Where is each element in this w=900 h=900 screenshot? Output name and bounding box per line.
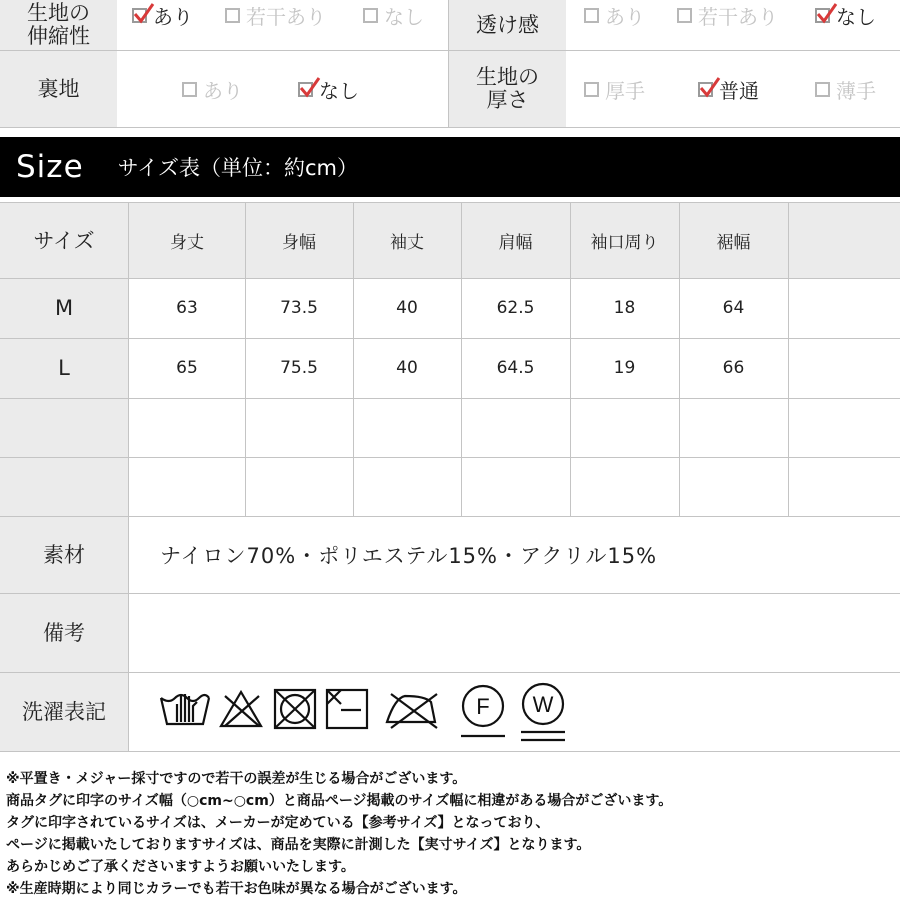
option-sheer-slight bbox=[677, 0, 778, 30]
hand-wash-icon bbox=[161, 694, 209, 724]
option-thickness-thick bbox=[584, 74, 645, 104]
dry-clean-f-icon bbox=[461, 686, 505, 736]
column-header bbox=[788, 202, 900, 278]
checkbox-icon bbox=[182, 82, 197, 97]
table-cell: 65 bbox=[176, 358, 198, 378]
checkbox-icon bbox=[363, 8, 378, 23]
grid-line bbox=[0, 398, 900, 399]
checkbox-checked-icon bbox=[298, 82, 313, 97]
grid-line bbox=[245, 202, 246, 516]
remarks-label: 備考 bbox=[0, 594, 128, 672]
grid-line bbox=[679, 202, 680, 516]
checkbox-checked-icon bbox=[132, 8, 147, 23]
column-header: 肩幅 bbox=[498, 232, 533, 253]
column-header: 袖丈 bbox=[390, 232, 424, 253]
grid-line bbox=[0, 338, 900, 339]
table-cell: 19 bbox=[613, 358, 636, 378]
grid-line bbox=[0, 672, 900, 673]
option-lining-none bbox=[298, 74, 359, 104]
grid-line bbox=[0, 127, 900, 128]
option-label: 普通 bbox=[719, 78, 759, 103]
checkbox-checked-icon bbox=[815, 8, 830, 23]
option-thickness-thin bbox=[815, 74, 876, 104]
size-subtitle: サイズ表（単位：約cm） bbox=[117, 156, 358, 180]
table-corner-label: サイズ bbox=[33, 229, 95, 253]
size-section-header bbox=[0, 137, 900, 197]
grid-line bbox=[0, 457, 900, 458]
no-tumble-dry-icon bbox=[275, 690, 315, 728]
option-label: あり bbox=[153, 4, 193, 29]
size-title: Size bbox=[16, 149, 84, 185]
checkbox-icon bbox=[815, 82, 830, 97]
option-stretch-none bbox=[363, 0, 424, 30]
option-label: 厚手 bbox=[605, 78, 645, 103]
row-size-label: L bbox=[58, 356, 70, 380]
option-thickness-normal bbox=[698, 74, 759, 104]
stretch-label: 生地の 伸縮性 bbox=[0, 0, 117, 50]
option-stretch-slight bbox=[225, 0, 326, 30]
table-cell: 63 bbox=[176, 298, 198, 318]
table-cell: 64 bbox=[722, 298, 745, 318]
column-header: 身幅 bbox=[282, 232, 316, 253]
note-line: ※平置き・メジャー採寸ですので若干の誤差が生じる場合がございます。 bbox=[6, 771, 467, 787]
table-cell: 64.5 bbox=[496, 358, 535, 378]
option-label: 若干あり bbox=[698, 4, 778, 29]
no-iron-icon bbox=[387, 694, 437, 728]
column-header: 袖口周り bbox=[590, 232, 659, 253]
note-line: あらかじめご了承くださいますようお願いいたします。 bbox=[6, 859, 355, 875]
table-cell: 73.5 bbox=[280, 298, 318, 318]
table-cell: 75.5 bbox=[280, 358, 318, 378]
grid-line bbox=[0, 593, 900, 594]
material-value: ナイロン70%・ポリエステル15%・アクリル15% bbox=[160, 544, 658, 568]
grid-line bbox=[128, 202, 129, 516]
note-line: ※生産時期により同じカラーでも若干お色味が異なる場合がございます。 bbox=[6, 881, 467, 897]
lining-label: 裏地 bbox=[0, 51, 117, 127]
row-size-label: M bbox=[54, 296, 74, 320]
table-cell bbox=[788, 278, 900, 338]
material-label: 素材 bbox=[0, 517, 128, 593]
option-label: なし bbox=[836, 4, 876, 29]
note-line: ページに掲載いたしておりますサイズは、商品を実際に計測した【実寸サイズ】となります。 bbox=[6, 837, 591, 853]
no-bleach-icon bbox=[221, 692, 261, 726]
table-cell bbox=[788, 338, 900, 398]
checkbox-checked-icon bbox=[698, 82, 713, 97]
grid-line bbox=[0, 516, 900, 517]
grid-line bbox=[788, 202, 789, 516]
option-sheer-yes bbox=[584, 0, 645, 30]
grid-line bbox=[0, 202, 900, 203]
checkbox-icon bbox=[677, 8, 692, 23]
grid-line bbox=[448, 0, 449, 127]
checkbox-icon bbox=[584, 8, 599, 23]
sheerness-label: 透け感 bbox=[449, 0, 566, 50]
table-cell: 18 bbox=[613, 298, 636, 318]
grid-line bbox=[461, 202, 462, 516]
svg-text:W: W bbox=[532, 692, 554, 717]
option-stretch-yes bbox=[132, 0, 193, 30]
table-cell: 66 bbox=[722, 358, 745, 378]
grid-line bbox=[0, 751, 900, 752]
grid-line bbox=[0, 278, 900, 279]
care-icons bbox=[155, 680, 575, 744]
option-label: あり bbox=[203, 78, 243, 103]
grid-line bbox=[353, 202, 354, 516]
grid-line bbox=[570, 202, 571, 516]
table-cell: 40 bbox=[396, 358, 418, 378]
thickness-label: 生地の 厚さ bbox=[449, 51, 566, 127]
wet-clean-w-icon bbox=[521, 684, 565, 740]
option-label: なし bbox=[384, 4, 424, 29]
notes bbox=[6, 768, 896, 900]
note-line: 商品タグに印字のサイズ幅（○cm~○cm）と商品ページ掲載のサイズ幅に相違がある場合がございます。 bbox=[6, 793, 673, 809]
checkbox-icon bbox=[584, 82, 599, 97]
line-dry-shade-icon bbox=[327, 690, 367, 728]
option-label: なし bbox=[319, 78, 359, 103]
option-label: あり bbox=[605, 4, 645, 29]
table-cell: 62.5 bbox=[496, 298, 535, 318]
table-cell: 40 bbox=[396, 298, 418, 318]
grid-line bbox=[128, 517, 129, 751]
grid-line bbox=[0, 50, 900, 51]
checkbox-icon bbox=[225, 8, 240, 23]
care-label: 洗濯表記 bbox=[0, 673, 128, 751]
note-line: タグに印字されているサイズは、メーカーが定めている【参考サイズ】となっており、 bbox=[6, 815, 550, 831]
column-header: 裾幅 bbox=[716, 232, 751, 253]
option-lining-yes bbox=[182, 74, 243, 104]
option-sheer-none bbox=[815, 0, 876, 30]
column-header: 身丈 bbox=[170, 232, 204, 253]
option-label: 若干あり bbox=[246, 4, 326, 29]
svg-text:F: F bbox=[476, 694, 490, 719]
option-label: 薄手 bbox=[836, 78, 876, 103]
